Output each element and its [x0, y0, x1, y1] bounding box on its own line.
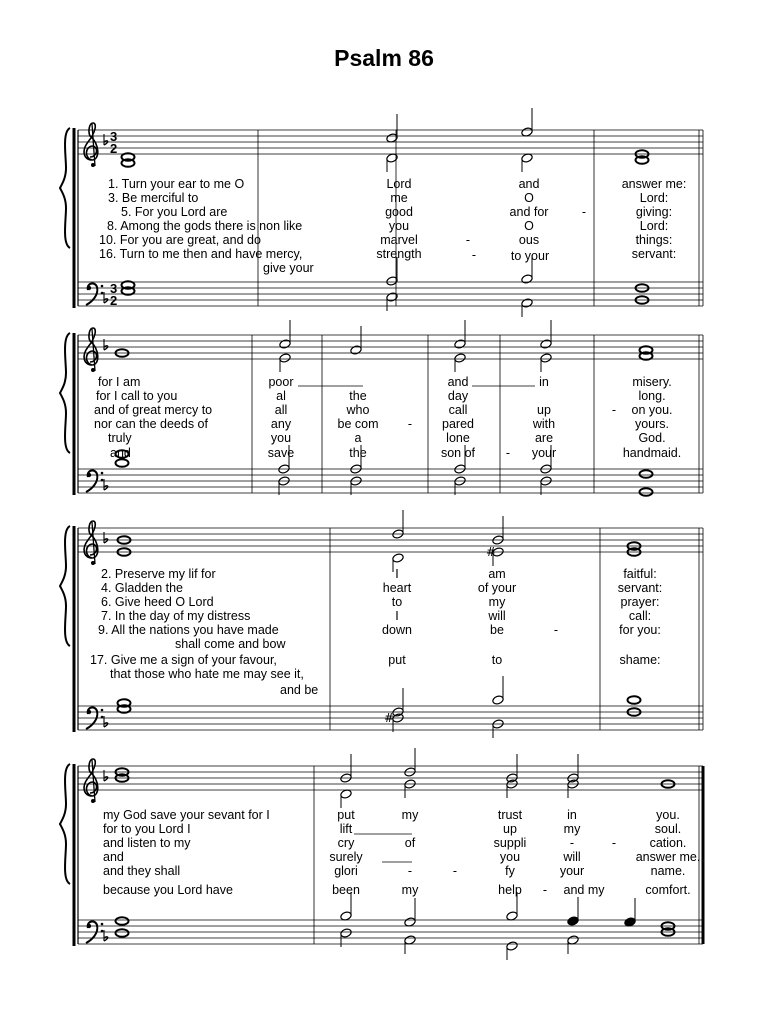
lyric-text: for you:	[619, 623, 661, 637]
hyphen: -	[611, 403, 617, 417]
lyric-text: up	[503, 822, 517, 836]
brace	[60, 526, 70, 646]
note-head	[279, 353, 291, 363]
note-head	[350, 345, 362, 355]
lyric-text: I	[395, 609, 399, 623]
verse-line: 10. For you are great, and do	[99, 233, 261, 247]
lyric-text: misery.	[632, 375, 672, 389]
verse-line: 3. Be merciful to	[108, 191, 199, 205]
lyric-text: a	[354, 431, 362, 445]
lyric-text: poor	[268, 375, 294, 389]
lyric-text: comfort.	[645, 883, 691, 897]
svg-text:3: 3	[110, 281, 118, 296]
whole-note	[640, 470, 653, 478]
note-head	[506, 941, 518, 951]
sharp-icon: #	[384, 711, 395, 725]
lyric-text: giving:	[635, 205, 673, 219]
lyric-text: cry	[337, 836, 355, 850]
verse-line: for to you Lord I	[103, 822, 191, 836]
hyphen: -	[465, 233, 471, 247]
brace	[60, 128, 70, 248]
whole-note	[628, 696, 641, 704]
whole-note	[116, 459, 129, 467]
whole-note	[116, 917, 129, 925]
verse-line: 9. All the nations you have made	[98, 623, 279, 637]
lyric-text: my	[488, 595, 506, 609]
lyric-text: -	[407, 864, 413, 878]
lyric-text: answer me:	[621, 177, 687, 191]
lyric-text: son of	[440, 446, 476, 460]
verse-line: nor can the deeds of	[94, 417, 208, 431]
lyric-text: put	[388, 653, 406, 667]
lyric-text: trust	[497, 808, 523, 822]
sharp-icon: #	[486, 545, 497, 559]
lyric-text: handmaid.	[622, 446, 682, 460]
lyric-text: shame:	[619, 653, 661, 667]
verse-line: give your	[263, 261, 314, 275]
treble-staff	[78, 335, 703, 359]
page-title: Psalm 86	[334, 45, 434, 71]
lyric-text: Lord	[386, 177, 412, 191]
lyric-text: O	[524, 219, 534, 233]
treble-staff	[78, 528, 703, 552]
verse-line: that those who hate me may see it,	[110, 667, 304, 681]
verse-line: 1. Turn your ear to me O	[108, 177, 245, 191]
lyric-text: Lord:	[639, 219, 669, 233]
lyric-text: to	[491, 653, 503, 667]
verse-line: because you Lord have	[103, 883, 233, 897]
lyric-text: prayer:	[620, 595, 660, 609]
lyric-text: ous	[518, 233, 540, 247]
note-head	[454, 353, 466, 363]
lyric-text: call	[448, 403, 468, 417]
brace	[60, 764, 70, 884]
lyric-text: all	[274, 403, 288, 417]
verse-line: 8. Among the gods there is non like	[107, 219, 303, 233]
lyric-text: and	[518, 177, 540, 191]
lyric-text: call:	[628, 609, 652, 623]
lyric-text: marvel	[380, 233, 418, 247]
hyphen: -	[542, 883, 548, 897]
lyric-text: answer me.	[635, 850, 701, 864]
lyric-text: put	[337, 808, 355, 822]
lyric-text: glori	[334, 864, 358, 878]
lyric-text: strength	[376, 247, 422, 261]
lyric-text: to your	[510, 249, 550, 263]
lyric-text: God.	[638, 431, 666, 445]
svg-text:3: 3	[110, 129, 118, 144]
lyric-text: your	[531, 446, 557, 460]
lyric-text: been	[332, 883, 360, 897]
lyric-text: your	[559, 864, 585, 878]
verse-line: my God save your sevant for I	[103, 808, 270, 822]
lyric-text: you.	[656, 808, 680, 822]
verse-line: 2. Preserve my lif for	[101, 567, 216, 581]
lyric-text: long.	[638, 389, 666, 403]
lyric-text: pared	[442, 417, 474, 431]
lyric-text: down	[382, 623, 412, 637]
hyphen: -	[581, 205, 587, 219]
hyphen: -	[553, 623, 559, 637]
lyric-text: help	[498, 883, 522, 897]
verse-line: shall come and bow	[175, 637, 286, 651]
lyric-text: my	[401, 883, 419, 897]
lyric-text: things:	[635, 233, 673, 247]
bass-staff	[78, 920, 703, 944]
lyric-text: up	[537, 403, 551, 417]
hyphen: -	[407, 417, 413, 431]
note-head	[540, 339, 552, 349]
lyric-text: good	[385, 205, 413, 219]
verse-line: and be	[280, 683, 319, 697]
note-head	[567, 916, 579, 926]
lyric-text: I	[395, 567, 399, 581]
lyric-text: of your	[477, 581, 517, 595]
lyric-text: servant:	[617, 581, 663, 595]
note-head	[340, 928, 352, 938]
lyric-text: me	[390, 191, 408, 205]
lyric-text: fy	[505, 864, 515, 878]
verse-line: 4. Gladden the	[101, 581, 184, 595]
verse-line: and	[103, 850, 124, 864]
hyphen: -	[452, 864, 458, 878]
lyric-text: lone	[446, 431, 470, 445]
lyric-text: are	[534, 431, 554, 445]
lyric-text: O	[524, 191, 534, 205]
lyric-text: al	[276, 389, 286, 403]
verse-line: for I call to you	[96, 389, 178, 403]
lyric-text: -	[569, 836, 575, 850]
verse-line: and they shall	[103, 864, 181, 878]
lyric-text: am	[488, 567, 506, 581]
lyric-text: will	[563, 850, 581, 864]
lyric-text: lift	[339, 822, 353, 836]
bass-staff	[78, 469, 703, 493]
lyric-text: servant:	[631, 247, 677, 261]
lyric-text: the	[349, 389, 367, 403]
verse-line: and of great mercy to	[94, 403, 213, 417]
lyric-text: my	[401, 808, 419, 822]
verse-line: and listen to my	[103, 836, 191, 850]
lyric-text: and for	[509, 205, 549, 219]
lyric-text: and my	[563, 883, 605, 897]
lyric-text: Lord:	[639, 191, 669, 205]
note-head	[540, 353, 552, 363]
verse-line: 16. Turn to me then and have mercy,	[99, 247, 303, 261]
lyric-text: day	[447, 389, 469, 403]
lyric-text: you	[270, 431, 292, 445]
lyric-text: you	[499, 850, 521, 864]
whole-note	[116, 929, 129, 937]
verse-line: for I am	[98, 375, 141, 389]
lyric-text: name.	[650, 864, 686, 878]
lyric-text: any	[270, 417, 292, 431]
lyric-text: yours.	[634, 417, 670, 431]
lyric-text: faitful:	[623, 567, 657, 581]
verse-line: 6. Give heed O Lord	[101, 595, 214, 609]
hyphen: -	[611, 836, 617, 850]
lyric-text: in	[539, 375, 549, 389]
lyric-text: and	[447, 375, 469, 389]
hyphen: -	[471, 248, 477, 262]
note-head	[454, 339, 466, 349]
note-head	[279, 339, 291, 349]
brace	[60, 333, 70, 453]
lyric-text: cation.	[649, 836, 687, 850]
verse-line: 7. In the day of my distress	[101, 609, 251, 623]
lyric-text: who	[346, 403, 370, 417]
whole-note	[640, 488, 653, 496]
verse-line: 5. For you Lord are	[121, 205, 228, 219]
lyric-text: with	[532, 417, 556, 431]
note-head	[521, 298, 533, 308]
lyric-text: soul.	[654, 822, 682, 836]
hyphen: -	[505, 446, 511, 460]
lyric-text: be	[490, 623, 504, 637]
svg-text:2: 2	[110, 141, 118, 156]
verse-line: truly	[108, 431, 132, 445]
lyric-text: the	[349, 446, 367, 460]
lyric-text: to	[391, 595, 403, 609]
lyric-text: be com	[337, 417, 379, 431]
note-head	[492, 695, 504, 705]
lyric-text: heart	[382, 581, 412, 595]
lyric-text: in	[567, 808, 577, 822]
svg-text:2: 2	[110, 293, 118, 308]
verse-line: 17. Give me a sign of your favour,	[90, 653, 277, 667]
lyric-text: my	[563, 822, 581, 836]
lyric-text: you	[388, 219, 410, 233]
lyric-text: of	[404, 836, 416, 850]
note-head	[521, 274, 533, 284]
lyric-text: on you.	[631, 403, 673, 417]
verse-line: and	[110, 446, 131, 460]
treble-staff	[78, 766, 703, 790]
lyric-text: will	[488, 609, 506, 623]
lyric-text: save	[267, 446, 295, 460]
lyric-text: surely	[329, 850, 363, 864]
lyric-text: suppli	[493, 836, 527, 850]
note-head	[392, 553, 404, 563]
